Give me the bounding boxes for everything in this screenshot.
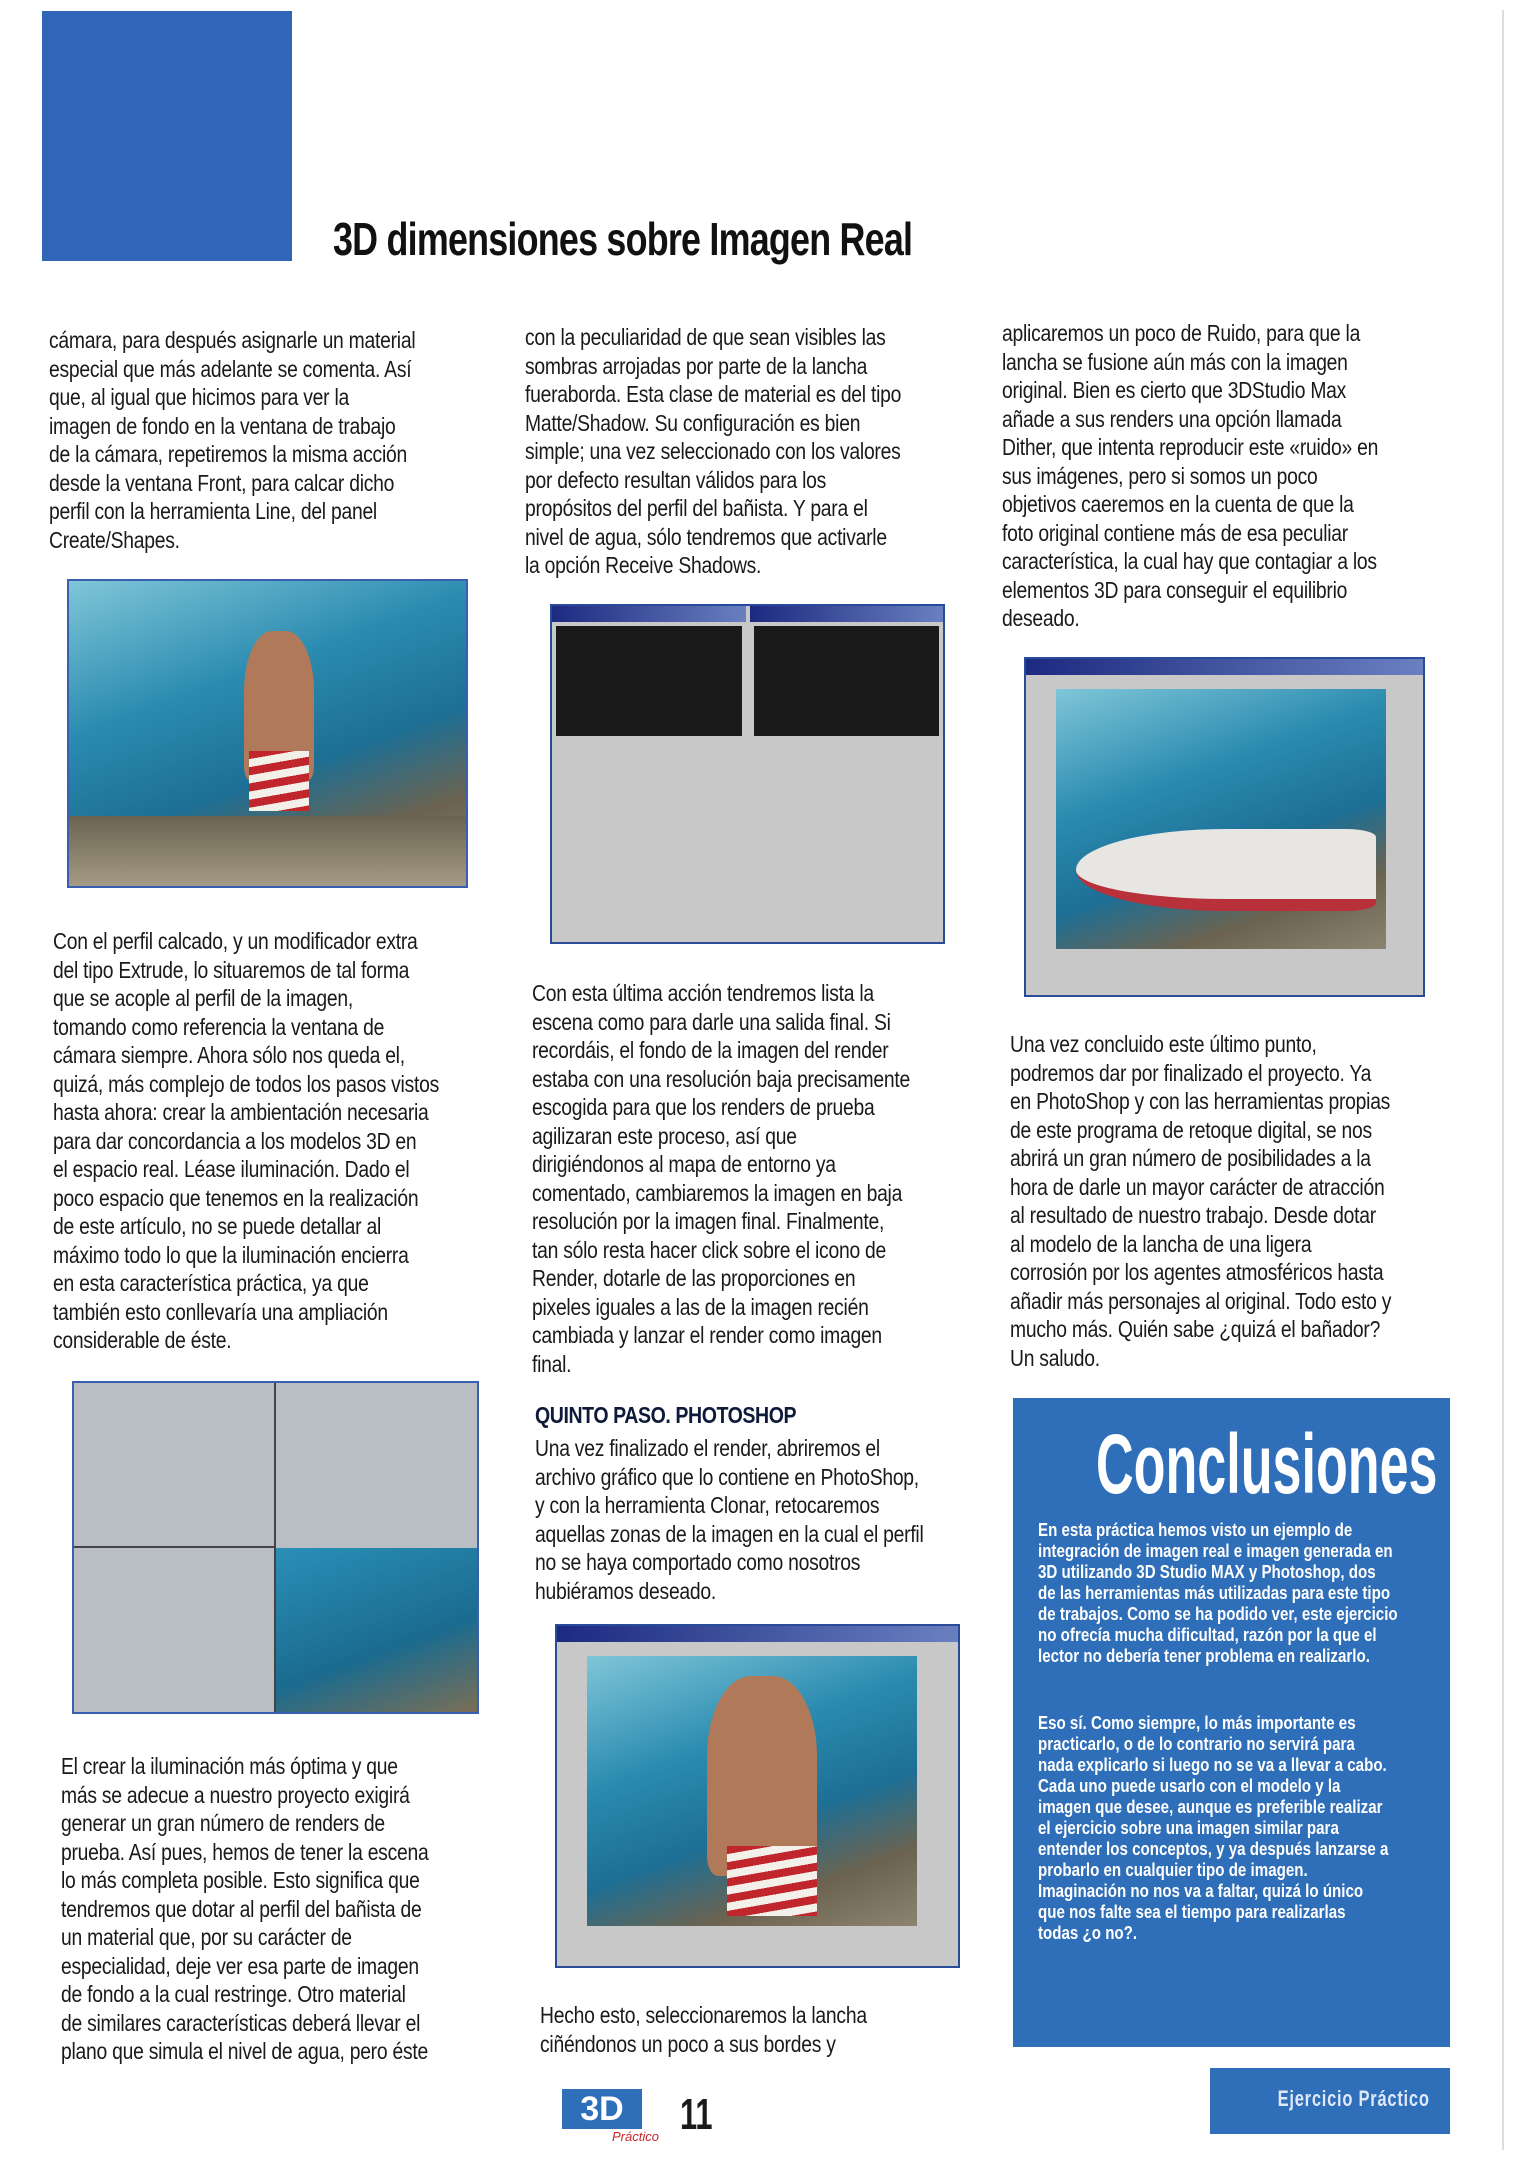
text-line: por defecto resultan válidos para los: [525, 466, 827, 493]
text-line: agilizaran este proceso, así que: [532, 1122, 797, 1149]
text-line: dirigiéndonos al mapa de entorno ya: [532, 1151, 836, 1177]
text-line: un material que, por su carácter de: [61, 1924, 352, 1950]
text-line: podremos dar por finalizado el proyecto. Ya: [1010, 1059, 1372, 1086]
text-line: de fondo a la cual restringe. Otro material: [61, 1981, 406, 2007]
text-line: lo más completa posible. Esto significa que: [61, 1867, 420, 1893]
text-line: Un saludo.: [1010, 1344, 1100, 1371]
text-line: original. Bien es cierto que 3DStudio Max: [1002, 377, 1347, 403]
text-line: desde la ventana Front, para calcar dicho: [49, 469, 395, 496]
text-line: prueba. Así pues, hemos de tener la escena: [61, 1838, 429, 1865]
text-line: de las herramientas más utilizadas para este tipo: [1038, 1583, 1391, 1603]
section-heading: QUINTO PASO. PHOTOSHOP: [535, 1402, 797, 1428]
text-line: de la cámara, repetiremos la misma acción: [49, 441, 407, 467]
text-line: no se haya comportado como nosotros: [535, 1549, 861, 1575]
text-line: En esta práctica hemos visto un ejemplo de: [1038, 1520, 1353, 1540]
text-line: añade a sus renders una opción llamada: [1002, 405, 1342, 432]
text-line: abrirá un gran número de posibilidades a la: [1010, 1145, 1371, 1171]
text-line: Una vez concluido este último punto,: [1010, 1031, 1317, 1057]
section-footer-label: Ejercicio Práctico: [1278, 2086, 1430, 2111]
conclusions-paragraph-1: [1038, 1520, 1398, 1667]
text-line: nada explicarlo si luego no se va a llevar a cabo.: [1038, 1755, 1387, 1775]
text-line: especial que más adelante se comenta. Así: [49, 355, 412, 382]
text-line: considerable de éste.: [53, 1327, 232, 1353]
text-line: archivo gráfico que lo contiene en PhotoShop,: [535, 1463, 919, 1490]
text-line: comentado, cambiaremos la imagen en baja: [532, 1179, 903, 1206]
text-line: generar un gran número de renders de: [61, 1810, 385, 1836]
text-line: imagen que desee, aunque es preferible realizar: [1038, 1797, 1383, 1817]
text-line: probarlo en cualquier tipo de imagen.: [1038, 1860, 1308, 1880]
text-line: especialidad, deje ver esa parte de imagen: [61, 1952, 419, 1979]
col1-paragraph-3: [61, 1752, 428, 2066]
col2-paragraph-4: [540, 2001, 867, 2058]
photoshop-boat-screenshot: [1024, 657, 1425, 997]
text-line: corrosión por los agentes atmosféricos hasta: [1010, 1259, 1384, 1285]
col2-paragraph-2: [532, 979, 910, 1378]
text-line: tendremos que dotar al perfil del bañista de: [61, 1895, 422, 1922]
text-line: perfil con la herramienta Line, del panel: [49, 498, 377, 524]
text-line: fueraborda. Esta clase de material es del tipo: [525, 381, 902, 407]
text-line: El crear la iluminación más óptima y que: [61, 1753, 398, 1779]
text-line: añadir más personajes al original. Todo esto y: [1010, 1287, 1392, 1314]
text-line: Render, dotarle de las proporciones en: [532, 1265, 856, 1291]
conclusions-box: [1013, 1398, 1450, 2047]
text-line: Eso sí. Como siempre, lo más importante es: [1038, 1713, 1356, 1733]
text-line: ciñéndonos un poco a sus bordes y: [540, 2030, 836, 2057]
section-footer: [1210, 2068, 1450, 2134]
text-line: cámara siempre. Ahora sólo nos queda el,: [53, 1042, 405, 1068]
text-line: más se adecue a nuestro proyecto exigirá: [61, 1781, 410, 1808]
text-line: nivel de agua, sólo tendremos que activarle: [525, 523, 887, 550]
text-line: al resultado de nuestro trabajo. Desde dotar: [1010, 1202, 1376, 1228]
col1-paragraph-2: [53, 927, 439, 1355]
magazine-logo: 3D Práctico: [562, 2089, 666, 2145]
text-line: tan sólo resta hacer click sobre el icono de: [532, 1236, 887, 1263]
text-line: que, al igual que hicimos para ver la: [49, 384, 349, 410]
col2-paragraph-3: [535, 1434, 924, 1605]
text-line: de similares características deberá llevar el: [61, 2009, 421, 2036]
text-line: hubiéramos deseado.: [535, 1577, 717, 1604]
text-line: de este programa de retoque digital, se nos: [1010, 1116, 1372, 1143]
text-line: lancha se fusione aún más con la imagen: [1002, 348, 1348, 375]
text-line: entender los conceptos, y ya después lanzarse a: [1038, 1839, 1389, 1859]
text-line: para dar concordancia a los modelos 3D en: [53, 1127, 417, 1154]
text-line: y con la herramienta Clonar, retocaremos: [535, 1492, 880, 1518]
text-line: sombras arrojadas por parte de la lancha: [525, 352, 868, 379]
text-line: estaba con una resolución baja precisamente: [532, 1065, 910, 1092]
text-line: Imaginación no nos va a faltar, quizá lo único: [1038, 1881, 1364, 1901]
text-line: recordáis, el fondo de la imagen del render: [532, 1037, 889, 1063]
text-line: quizá, más complejo de todos los pasos vistos: [53, 1070, 440, 1097]
text-line: aquellas zonas de la imagen en la cual el perfil: [535, 1520, 924, 1547]
text-line: característica, la cual hay que contagiar a los: [1002, 548, 1377, 574]
text-line: final.: [532, 1350, 572, 1377]
page-title: 3D dimensiones sobre Imagen Real: [333, 213, 913, 265]
text-line: con la peculiaridad de que sean visibles las: [525, 324, 886, 350]
text-line: en PhotoShop y con las herramientas propias: [1010, 1088, 1391, 1114]
col2-paragraph-1: [525, 323, 901, 580]
text-line: escena como para darle una salida final. Si: [532, 1008, 891, 1035]
text-line: que nos falte sea el tiempo para realizarlas: [1038, 1902, 1346, 1922]
text-line: sus imágenes, pero si somos un poco: [1002, 462, 1318, 489]
text-line: al modelo de la lancha de una ligera: [1010, 1230, 1312, 1257]
conclusions-paragraph-2: [1038, 1713, 1388, 1944]
text-line: la opción Receive Shadows.: [525, 552, 762, 578]
text-line: del tipo Extrude, lo situaremos de tal forma: [53, 956, 410, 983]
text-line: imagen de fondo en la ventana de trabajo: [49, 412, 396, 439]
text-line: el espacio real. Léase iluminación. Dado el: [53, 1156, 410, 1182]
viewports-screenshot: [72, 1381, 479, 1714]
beach-photo: [67, 579, 468, 888]
text-line: hasta ahora: crear la ambientación necesaria: [53, 1099, 429, 1125]
text-line: de este artículo, no se puede detallar al: [53, 1213, 382, 1239]
text-line: Cada uno puede usarlo con el modelo y la: [1038, 1776, 1341, 1796]
text-line: Dither, que intenta reproducir este «ruido» en: [1002, 434, 1379, 460]
text-line: poco espacio que tenemos en la realización: [53, 1184, 419, 1211]
text-line: resolución por la imagen final. Finalmente,: [532, 1208, 885, 1234]
text-line: también esto conllevaría una ampliación: [53, 1298, 388, 1325]
text-line: integración de imagen real e imagen generada en: [1038, 1541, 1393, 1561]
material-editor-screenshot: [550, 604, 945, 944]
col1-paragraph-1: [49, 326, 415, 554]
text-line: Hecho esto, seleccionaremos la lancha: [540, 2002, 867, 2028]
decorative-blue-square: [42, 11, 292, 261]
text-line: propósitos del perfil del bañista. Y para el: [525, 495, 868, 521]
text-line: no ofrecía mucha dificultad, razón por la que el: [1038, 1625, 1377, 1645]
text-line: practicarlo, o de lo contrario no servirá para: [1038, 1734, 1355, 1754]
text-line: Matte/Shadow. Su configuración es bien: [525, 409, 861, 436]
conclusions-title: Conclusiones: [1096, 1417, 1438, 1511]
text-line: simple; una vez seleccionado con los valores: [525, 438, 901, 464]
text-line: deseado.: [1002, 605, 1080, 631]
text-line: Create/Shapes.: [49, 526, 180, 553]
text-line: que se acople al perfil de la imagen,: [53, 985, 353, 1011]
text-line: todas ¿o no?.: [1038, 1923, 1138, 1943]
text-line: lector no debería tener problema en realizarlo.: [1038, 1646, 1370, 1666]
text-line: objetivos caeremos en la cuenta de que la: [1002, 491, 1354, 517]
page-edge-rule: [1502, 10, 1504, 2150]
text-line: mucho más. Quién sabe ¿quizá el bañador?: [1010, 1316, 1381, 1342]
text-line: el ejercicio sobre una imagen similar para: [1038, 1818, 1339, 1838]
col3-paragraph-2: [1010, 1030, 1391, 1372]
text-line: escogida para que los renders de prueba: [532, 1094, 875, 1120]
text-line: en esta característica práctica, ya que: [53, 1270, 369, 1296]
col3-paragraph-1: [1002, 319, 1378, 633]
text-line: Una vez finalizado el render, abriremos el: [535, 1435, 880, 1461]
text-line: de trabajos. Como se ha podido ver, este ejercicio: [1038, 1604, 1398, 1624]
text-line: cambiada y lanzar el render como imagen: [532, 1322, 882, 1348]
text-line: cámara, para después asignarle un material: [49, 327, 416, 353]
text-line: Con el perfil calcado, y un modificador extra: [53, 928, 418, 954]
text-line: aplicaremos un poco de Ruido, para que la: [1002, 320, 1361, 346]
text-line: hora de darle un mayor carácter de atracción: [1010, 1173, 1385, 1200]
text-line: máximo todo lo que la iluminación encierra: [53, 1241, 409, 1268]
photoshop-screenshot: [555, 1624, 960, 1968]
text-line: elementos 3D para conseguir el equilibrio: [1002, 576, 1348, 603]
text-line: plano que simula el nivel de agua, pero éste: [61, 2038, 428, 2064]
text-line: foto original contiene más de esa peculiar: [1002, 519, 1348, 546]
page-number: 11: [680, 2090, 713, 2139]
text-line: Con esta última acción tendremos lista la: [532, 980, 874, 1006]
text-line: 3D utilizando 3D Studio MAX y Photoshop, dos: [1038, 1562, 1376, 1582]
text-line: tomando como referencia la ventana de: [53, 1013, 385, 1040]
text-line: pixeles iguales a las de la imagen recién: [532, 1293, 869, 1320]
